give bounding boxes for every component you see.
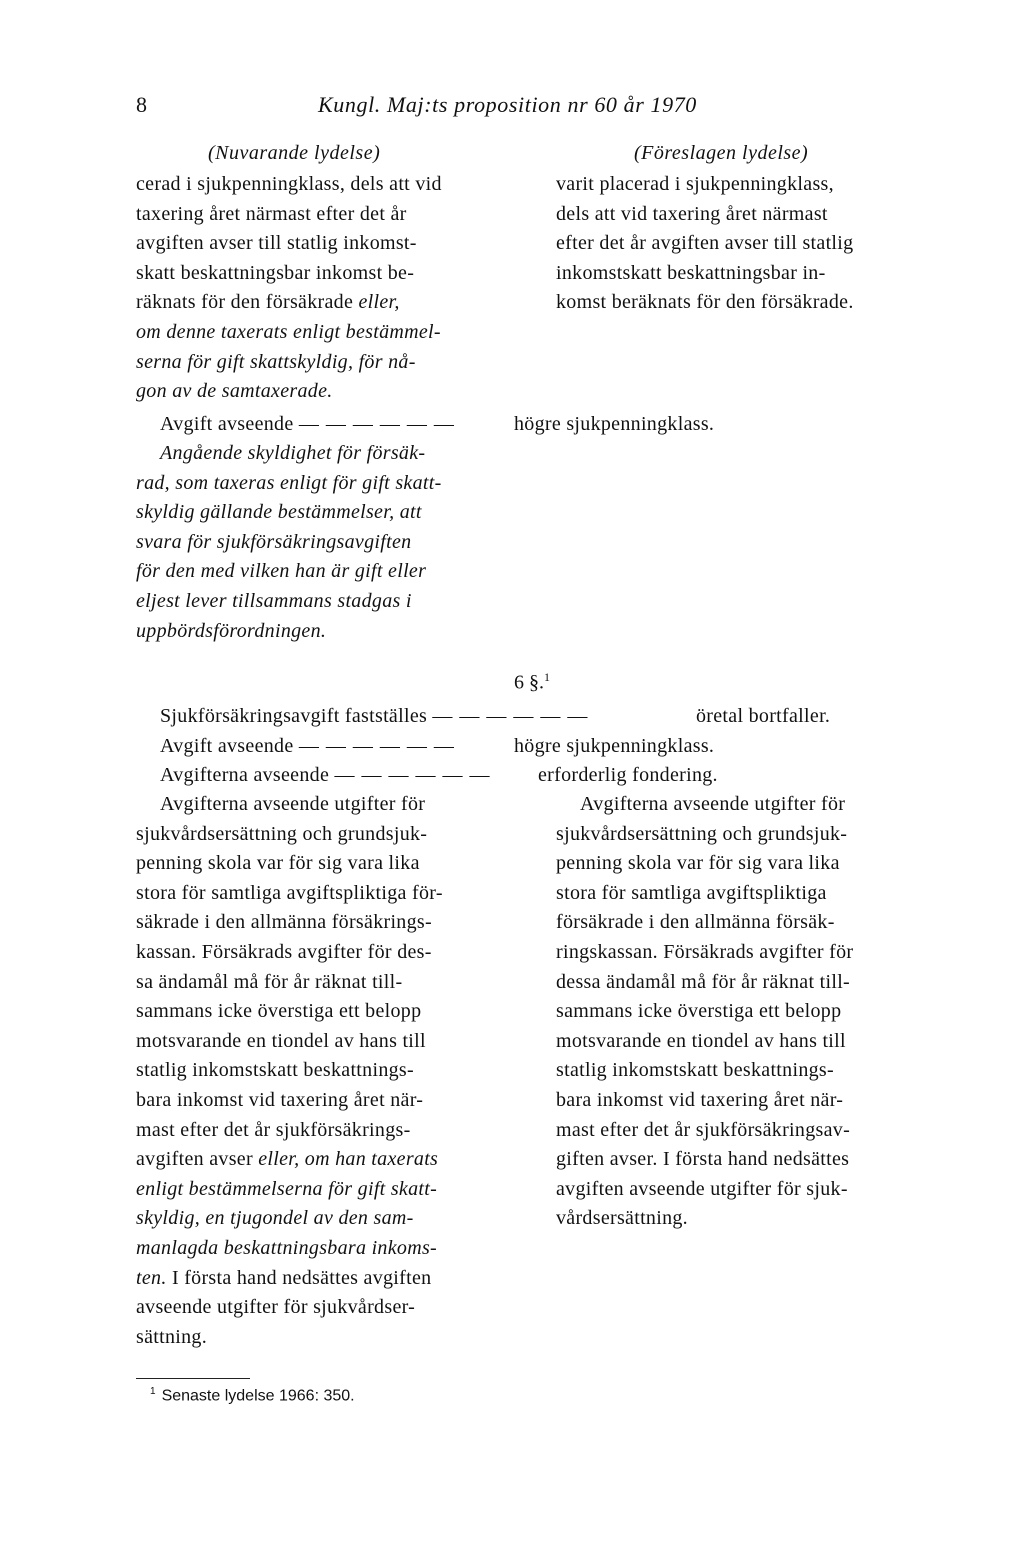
text-line: sjukvårdsersättning och grundsjuk-: [556, 822, 848, 845]
shared-line: [160, 761, 490, 791]
text-line: skatt beskattningsbar inkomst be-: [136, 261, 415, 284]
text-line: komst beräknats för den försäkrade.: [556, 291, 854, 314]
text-line: gon av de samtaxerade.: [136, 380, 333, 403]
shared-line-end: högre sjukpenningklass.: [514, 735, 715, 757]
text-line: motsvarande en tiondel av hans till: [136, 1029, 426, 1052]
shared-line-end: högre sjukpenningklass.: [514, 413, 715, 435]
footnote-rule: [136, 1378, 250, 1379]
text-line: sammans icke överstiga ett belopp: [556, 1000, 842, 1023]
page-number: 8: [136, 92, 147, 117]
text-line: varit placerad i sjukpenningklass,: [556, 173, 834, 195]
text-line: enligt bestämmelserna för gift skatt-: [136, 1177, 438, 1200]
text-line: mast efter det år sjukförsäkrings-: [136, 1118, 411, 1141]
text-line: vårdsersättning.: [556, 1207, 688, 1230]
shared-line: [160, 702, 588, 732]
text-line: stora för samtliga avgiftspliktiga: [556, 881, 827, 904]
text-line: om denne taxerats enligt bestämmel-: [136, 320, 441, 343]
text-line: avseende utgifter för sjukvårdser-: [136, 1296, 416, 1319]
text-line: Avgifterna avseende utgifter för: [160, 793, 426, 815]
text-line: sa ändamål må för år räknat till-: [136, 970, 403, 993]
dash-separator: — — — — — —: [334, 764, 491, 786]
section-heading: [514, 670, 550, 695]
italic-fragment: ten.: [136, 1266, 167, 1289]
text-line: giften avser. I första hand nedsättes: [556, 1148, 850, 1171]
section6-left-column: [136, 790, 443, 1352]
text-line: ringskassan. Försäkrads avgifter för: [556, 940, 854, 963]
shared-line-start: Avgift avseende: [160, 413, 294, 435]
text-line: [136, 1145, 443, 1175]
text-line: säkrade i den allmänna försäkrings-: [136, 911, 432, 934]
text-line: uppbördsförordningen.: [136, 619, 327, 642]
text-line: skyldig gällande bestämmelser, att: [136, 501, 422, 524]
footnote-mark: 1: [544, 670, 550, 684]
text-line: statlig inkomstskatt beskattnings-: [556, 1059, 834, 1082]
text-line: för den med vilken han är gift eller: [136, 560, 427, 583]
text-line: serna för gift skattskyldig, för nå-: [136, 350, 416, 373]
shared-line: [160, 732, 455, 762]
text-fragment: räknats för den försäkrade: [136, 291, 359, 314]
text-line: rad, som taxeras enligt för gift skatt-: [136, 471, 442, 494]
text-line: avgiften avseende utgifter för sjuk-: [556, 1177, 848, 1200]
section-number: 6 §.: [514, 671, 544, 694]
section5-right-column: [556, 170, 854, 318]
text-line: avgiften avser till statlig inkomst-: [136, 232, 417, 255]
text-line: penning skola var för sig vara lika: [556, 852, 840, 875]
text-line: efter det år avgiften avser till statlig: [556, 232, 854, 255]
text-line: eljest lever tillsammans stadgas i: [136, 589, 412, 612]
text-fragment: I första hand nedsättes avgiften: [166, 1266, 432, 1289]
text-line: manlagda beskattningsbara inkoms-: [136, 1236, 437, 1259]
footnote-mark: 1: [150, 1386, 156, 1397]
section6-right-column: [556, 790, 853, 1234]
section5-left-column: [136, 170, 442, 407]
right-column-heading: (Föreslagen lydelse): [634, 142, 809, 164]
shared-line-start: Avgifterna avseende: [160, 764, 330, 786]
dash-separator: — — — — — —: [298, 735, 455, 757]
dash-separator: — — — — — —: [432, 705, 589, 727]
text-line: [136, 1264, 443, 1294]
removed-paragraph: [136, 439, 442, 646]
text-line: dessa ändamål må för år räknat till-: [556, 970, 851, 993]
shared-line: [160, 410, 455, 440]
page-title: Kungl. Maj:ts proposition nr 60 år 1970: [318, 92, 697, 117]
text-line: mast efter det år sjukförsäkringsav-: [556, 1118, 851, 1141]
text-line: inkomstskatt beskattningsbar in-: [556, 261, 826, 284]
shared-line-start: Sjukförsäkringsavgift fastställes: [160, 705, 428, 727]
text-line: sättning.: [136, 1325, 208, 1348]
text-line: sammans icke överstiga ett belopp: [136, 1000, 422, 1023]
text-line: taxering året närmast efter det år: [136, 202, 407, 225]
text-fragment: avgiften avser: [136, 1148, 259, 1171]
text-line: svara för sjukförsäkringsavgiften: [136, 530, 412, 553]
text-line: statlig inkomstskatt beskattnings-: [136, 1059, 414, 1082]
text-line: cerad i sjukpenningklass, dels att vid: [136, 173, 442, 195]
text-line: Avgifterna avseende utgifter för: [580, 793, 846, 815]
text-line: motsvarande en tiondel av hans till: [556, 1029, 846, 1052]
footnote-text: Senaste lydelse 1966: 350.: [161, 1387, 355, 1405]
shared-line-end: öretal bortfaller.: [696, 705, 831, 727]
text-line: kassan. Försäkrads avgifter för des-: [136, 940, 432, 963]
text-line: skyldig, en tjugondel av den sam-: [136, 1207, 414, 1230]
dash-separator: — — — — — —: [298, 413, 455, 435]
text-line: bara inkomst vid taxering året när-: [556, 1088, 844, 1111]
shared-line-end: erforderlig fondering.: [538, 764, 718, 786]
italic-fragment: eller,: [358, 291, 400, 314]
text-line: Angående skyldighet för försäk-: [160, 442, 426, 464]
text-line: försäkrade i den allmänna försäk-: [556, 911, 835, 934]
footnote: [150, 1386, 355, 1405]
italic-fragment: eller, om han taxerats: [258, 1148, 439, 1171]
left-column-heading: (Nuvarande lydelse): [208, 142, 381, 164]
text-line: sjukvårdsersättning och grundsjuk-: [136, 822, 428, 845]
shared-line-start: Avgift avseende: [160, 735, 294, 757]
text-line: stora för samtliga avgiftspliktiga för-: [136, 881, 443, 904]
text-line: bara inkomst vid taxering året när-: [136, 1088, 424, 1111]
text-line: penning skola var för sig vara lika: [136, 852, 420, 875]
text-line: [136, 288, 442, 318]
text-line: dels att vid taxering året närmast: [556, 202, 828, 225]
